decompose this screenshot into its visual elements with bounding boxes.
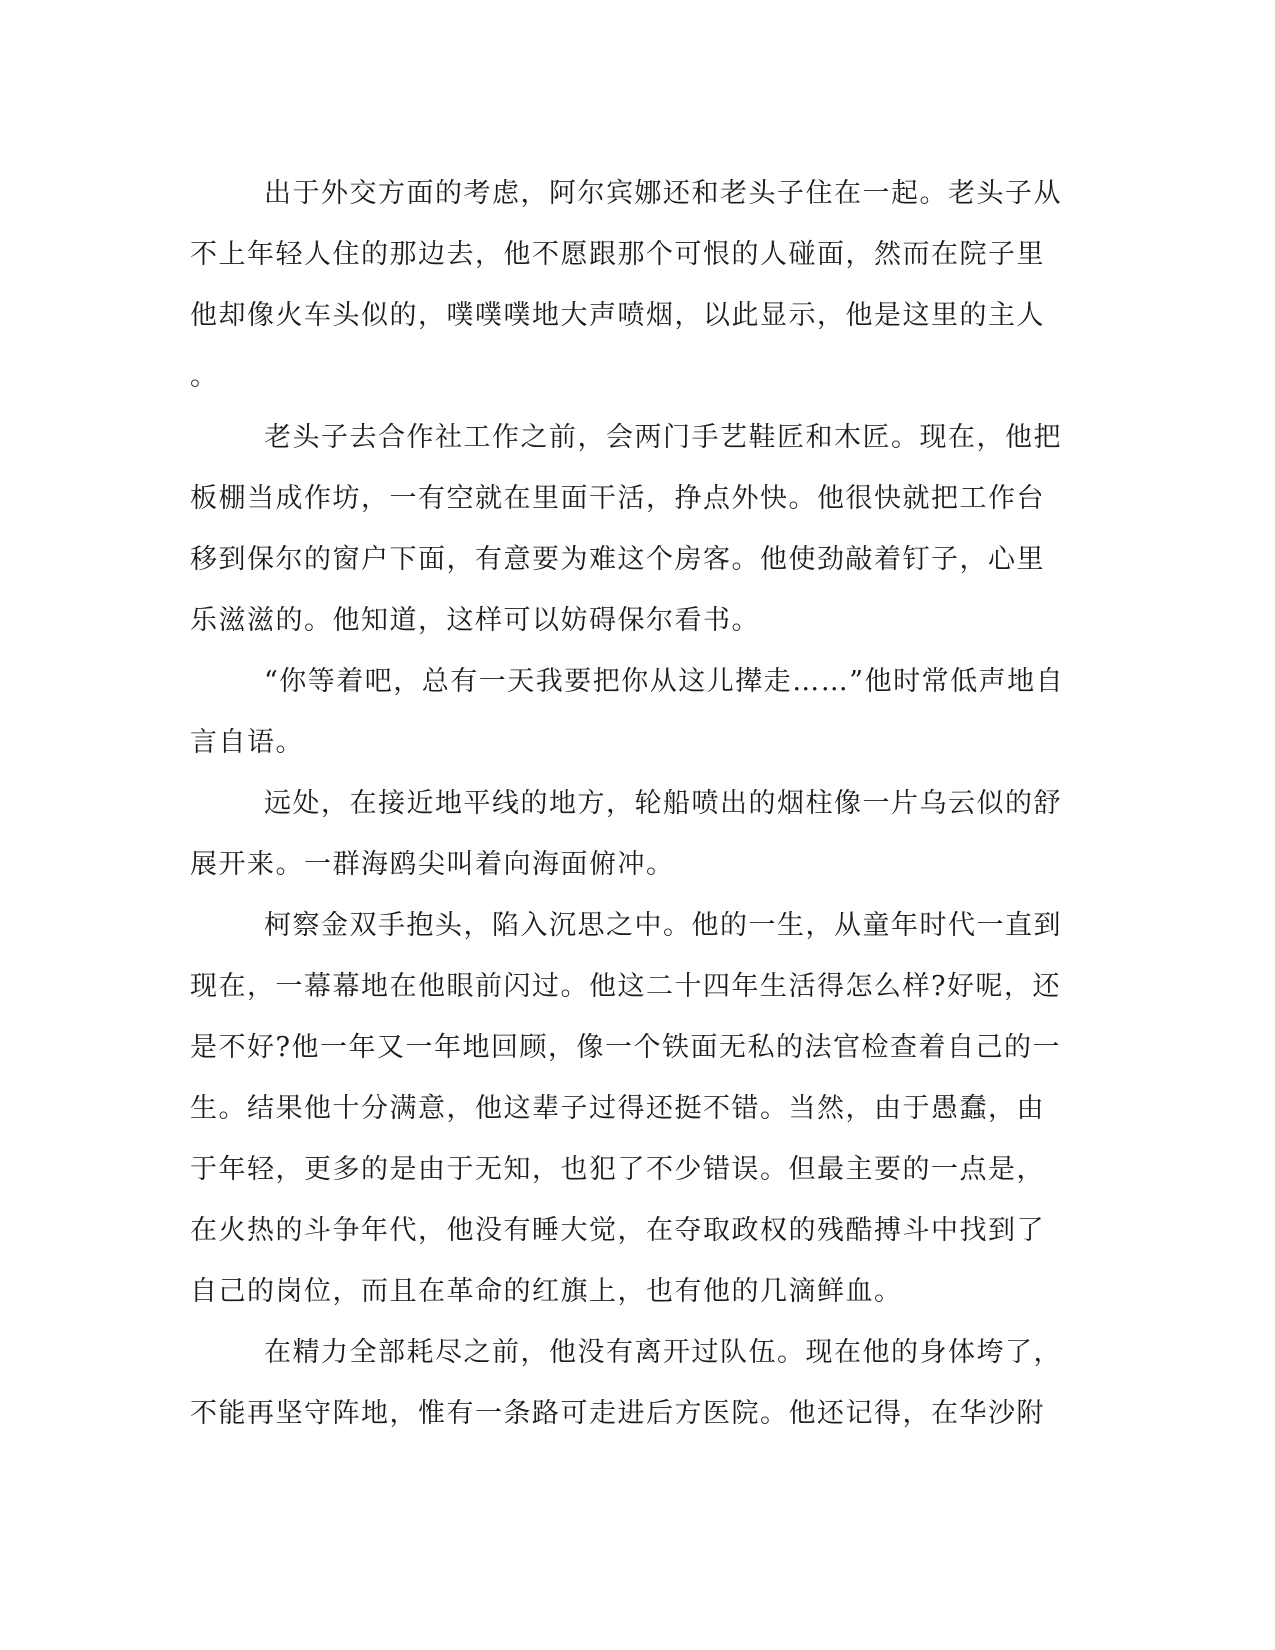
text-line: 老头子去合作社工作之前，会两门手艺鞋匠和木匠。现在，他把 [264,422,1062,453]
text-line: 于年轻，更多的是由于无知，也犯了不少错误。但最主要的一点是， [190,1154,1045,1185]
text-line: 出于外交方面的考虑，阿尔宾娜还和老头子住在一起。老头子从 [264,178,1062,209]
text-line: 不上年轻人住的那边去，他不愿跟那个可恨的人碰面，然而在院子里 [190,239,1045,270]
text-line: 是不好?他一年又一年地回顾，像一个铁面无私的法官检查着自己的一 [190,1032,1061,1063]
text-line: 在精力全部耗尽之前，他没有离开过队伍。现在他的身体垮了， [264,1337,1062,1368]
text-line: 乐滋滋的。他知道，这样可以妨碍保尔看书。 [190,605,760,636]
text-line: 板棚当成作坊，一有空就在里面干活，挣点外快。他很快就把工作台 [190,483,1045,514]
text-line: 。 [190,361,219,392]
text-line: 现在，一幕幕地在他眼前闪过。他这二十四年生活得怎么样?好呢，还 [190,971,1061,1002]
text-line: 移到保尔的窗户下面，有意要为难这个房客。他使劲敲着钉子，心里 [190,544,1045,575]
text-line: “你等着吧，总有一天我要把你从这儿撵走……”他时常低声地自 [264,666,1065,697]
text-line: 柯察金双手抱头，陷入沉思之中。他的一生，从童年时代一直到 [264,910,1062,941]
text-line: 自己的岗位，而且在革命的红旗上，也有他的几滴鲜血。 [190,1276,903,1307]
text-line: 远处，在接近地平线的地方，轮船喷出的烟柱像一片乌云似的舒 [264,788,1062,819]
body-text [190,163,1090,1444]
text-line: 他却像火车头似的，噗噗噗地大声喷烟，以此显示，他是这里的主人 [190,300,1045,331]
text-line: 展开来。一群海鸥尖叫着向海面俯冲。 [190,849,675,880]
text-line: 生。结果他十分满意，他这辈子过得还挺不错。当然，由于愚蠢，由 [190,1093,1045,1124]
text-line: 不能再坚守阵地，惟有一条路可走进后方医院。他还记得，在华沙附 [190,1398,1045,1429]
text-line: 言自语。 [190,727,304,758]
text-line: 在火热的斗争年代，他没有睡大觉，在夺取政权的残酷搏斗中找到了 [190,1215,1045,1246]
